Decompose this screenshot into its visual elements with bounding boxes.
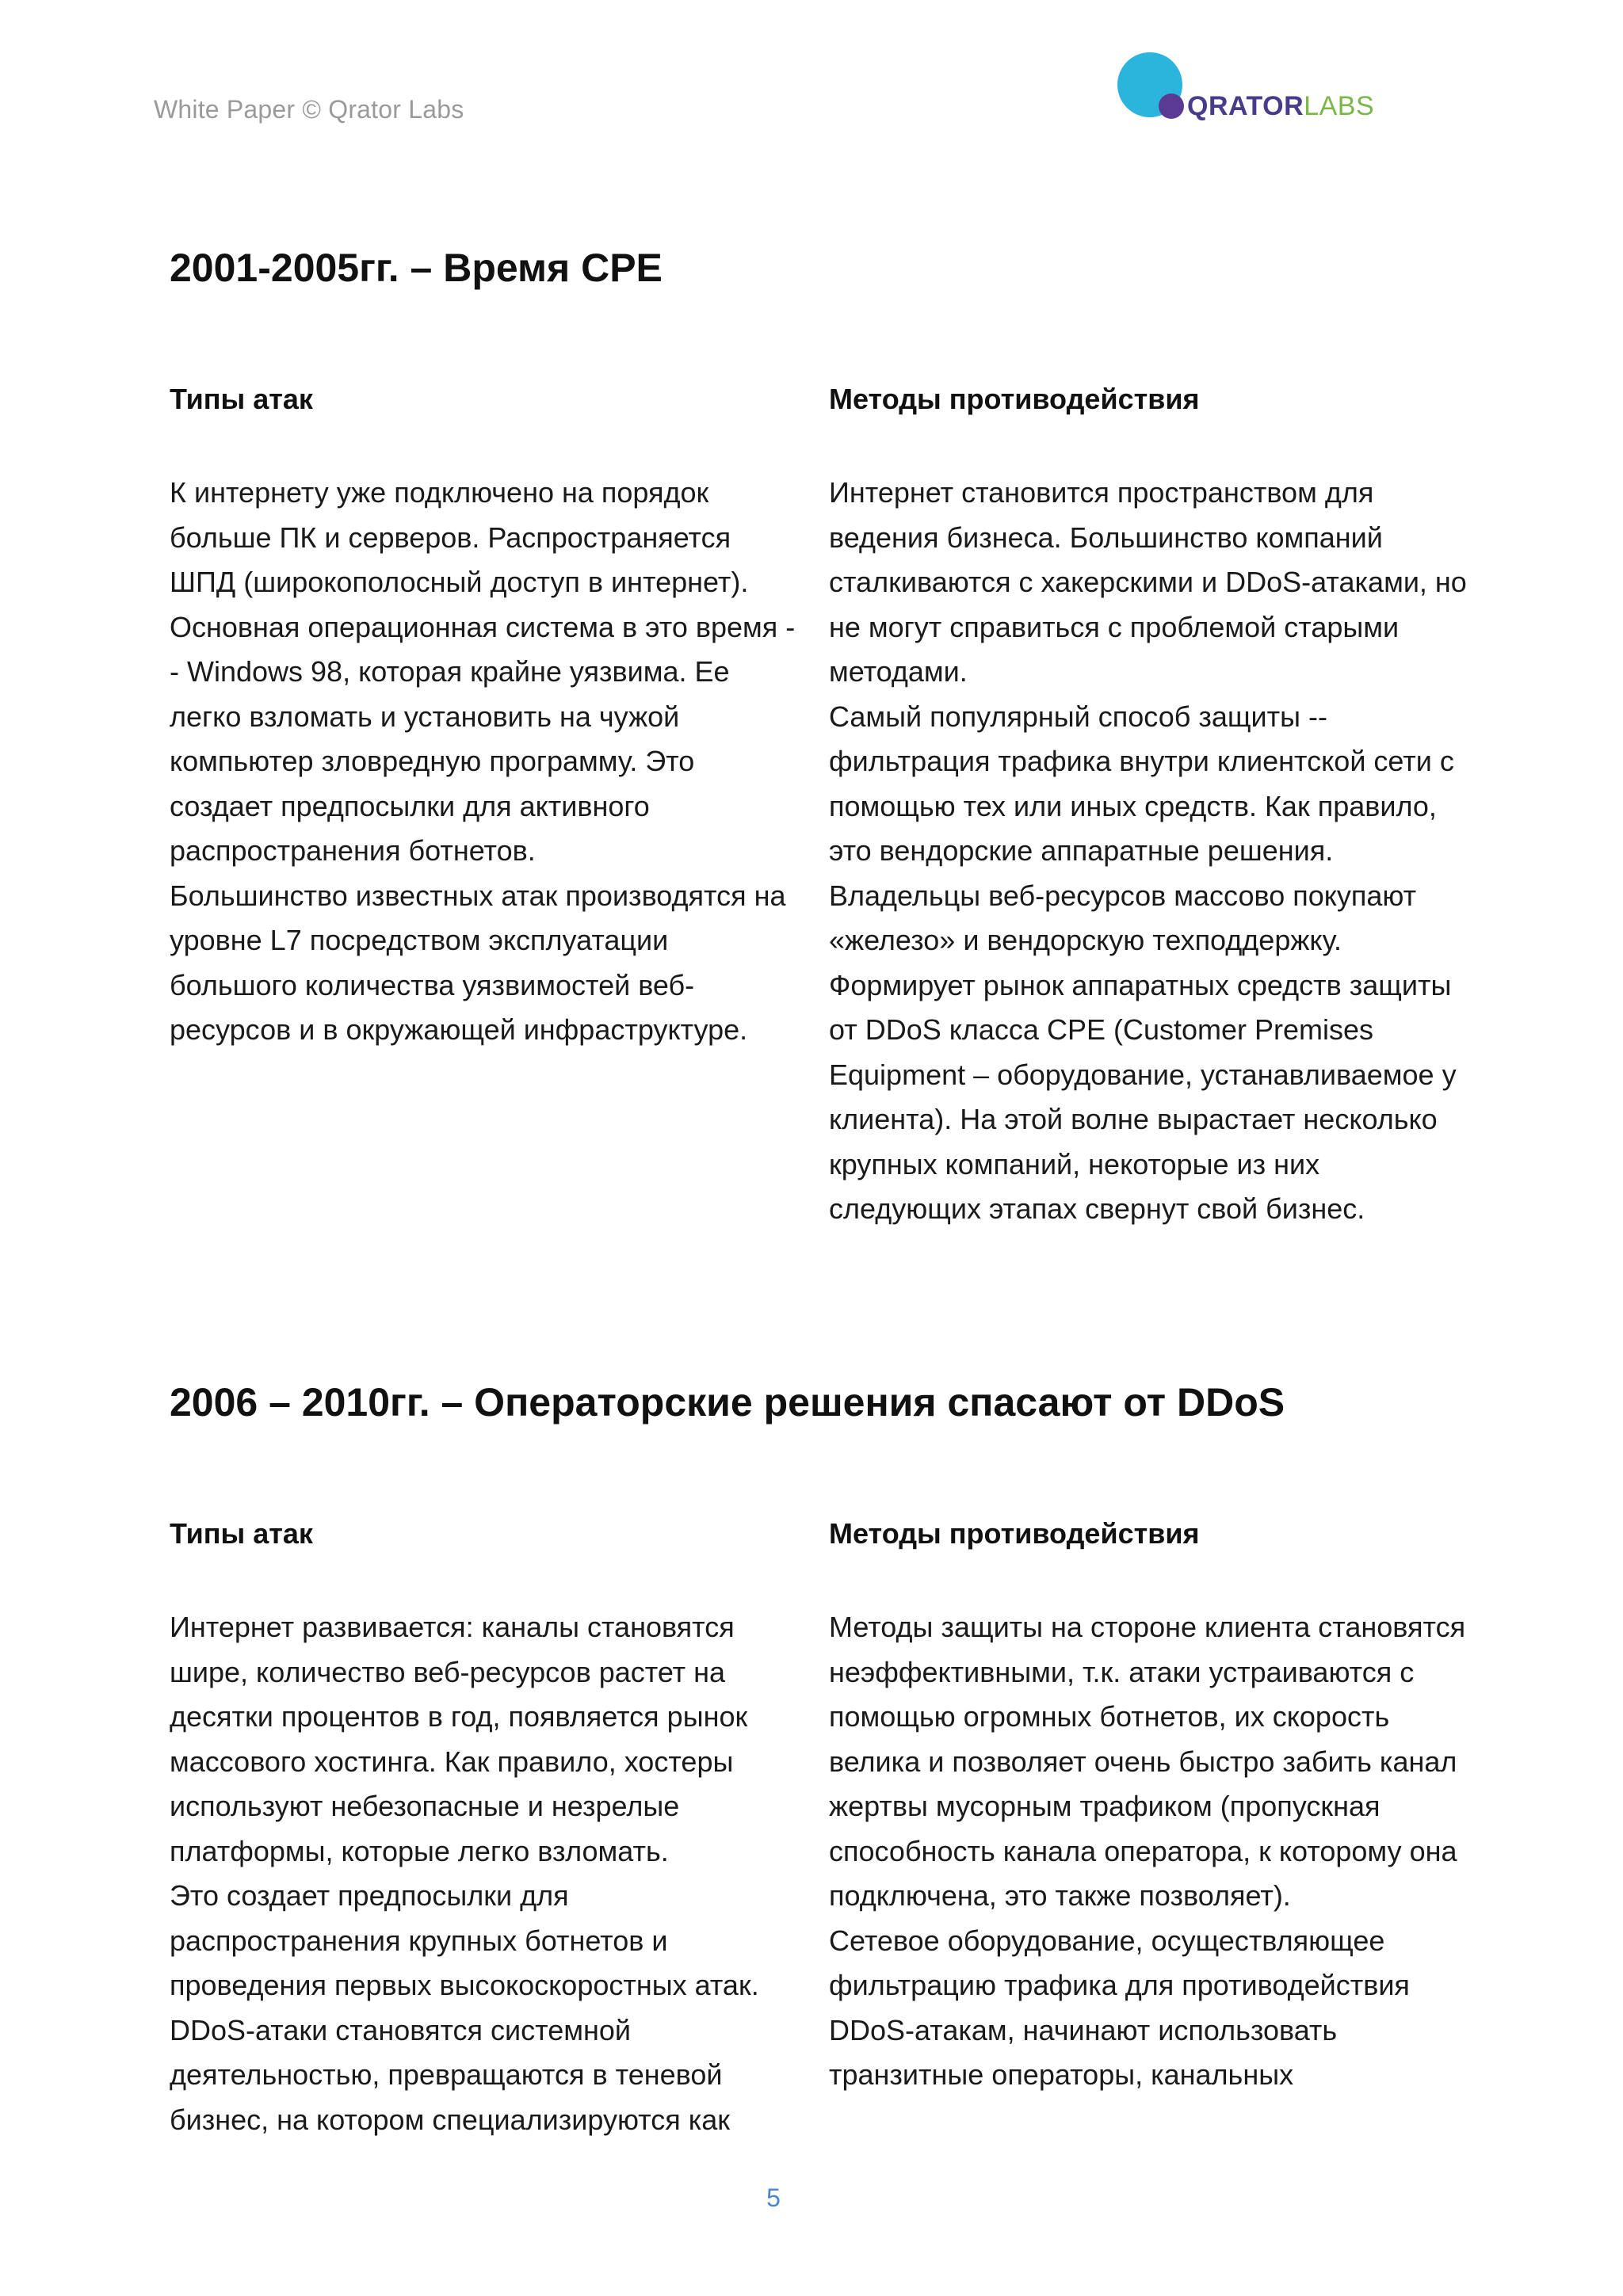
page-header xyxy=(0,0,1623,158)
column-heading: Методы противодействия xyxy=(829,383,1200,415)
section-2006-2010 xyxy=(170,1379,1469,2136)
logo-wordmark xyxy=(1187,90,1374,122)
paragraph: Это создает предпосылки для распространения крупных ботнетов и проведения первых высокоскоростных атак. DDoS-атаки становятся системной деятельностью, превращаются в теневой бизнес, на котором специализируются как xyxy=(170,1879,759,2136)
paragraph: Сетевое оборудование, осуществляющее фильтрацию трафика для противодействия DDoS-атакам, начинают использовать транзитные операторы, канальных xyxy=(829,1924,1410,2091)
qrator-labs-logo xyxy=(1117,52,1387,132)
paragraph: Интернет развивается: каналы становятся шире, количество веб-ресурсов растет на десятки процентов в год, появляется рынок массового хостинга. Как правило, хостеры используют небезопасные и незрелые платформы, которые легко взломать. xyxy=(170,1611,748,1867)
section-title: 2001-2005гг. – Время CPE xyxy=(170,246,663,290)
paragraph: Интернет становится пространством для ведения бизнеса. Большинство компаний сталкиваются с хакерскими и DDoS-атаками, но не могут справиться с проблемой старыми методами. xyxy=(829,476,1467,688)
paragraph: Методы защиты на стороне клиента становятся неэффективными, т.к. атаки устраиваются с помощью огромных ботнетов, их скорость велика и позволяет очень быстро забить канал жертвы мусорным трафиком (пропускная способность канала оператора, к которому она подключена, это также позволяет). xyxy=(829,1611,1466,1912)
attack-types-column xyxy=(170,1516,804,2142)
page-number: 5 xyxy=(766,2183,781,2212)
section-2001-2005 xyxy=(170,244,1469,1225)
paragraph: Большинство известных атак производятся на уровне L7 посредством эксплуатации большого количества уязвимостей веб-ресурсов и в окружающей инфраструктуре. xyxy=(170,879,786,1046)
column-heading: Типы атак xyxy=(170,383,313,415)
logo-wordmark-primary: QRATOR xyxy=(1187,91,1304,121)
logo-dot-icon xyxy=(1159,93,1184,119)
paragraph: Владельцы веб-ресурсов массово покупают «железо» и вендорскую техподдержку. Формирует рынок аппаратных средств защиты от DDoS класса CPE (Customer Premises Equipment – оборудование, устанавливаемое у клиента). На этой волне вырастает несколько крупных компаний, некоторые из них следующих этапах свернут свой бизнес. xyxy=(829,879,1457,1225)
paragraph: Самый популярный способ защиты -- фильтрация трафика внутри клиентской сети с помощью тех или иных средств. Как правило, это вендорские аппаратные решения. xyxy=(829,700,1454,867)
column-body xyxy=(170,1605,804,2142)
column-body xyxy=(829,471,1479,1232)
countermeasures-column xyxy=(829,1516,1479,2098)
column-heading: Типы атак xyxy=(170,1517,313,1550)
section-title: 2006 – 2010гг. – Операторские решения спасают от DDoS xyxy=(170,1380,1285,1425)
header-text: White Paper © Qrator Labs xyxy=(154,95,464,124)
attack-types-column xyxy=(170,382,804,1053)
column-body xyxy=(170,471,804,1053)
countermeasures-column xyxy=(829,382,1479,1232)
logo-wordmark-secondary: LABS xyxy=(1304,91,1375,121)
column-heading: Методы противодействия xyxy=(829,1517,1200,1550)
column-body xyxy=(829,1605,1479,2098)
paragraph: К интернету уже подключено на порядок больше ПК и серверов. Распространяется ШПД (широкополосный доступ в интернет). Основная операционная система в это время -- Windows 98, которая крайне уязвима. Ее легко взломать и установить на чужой компьютер зловредную программу. Это создает предпосылки для активного распространения ботнетов. xyxy=(170,476,796,867)
